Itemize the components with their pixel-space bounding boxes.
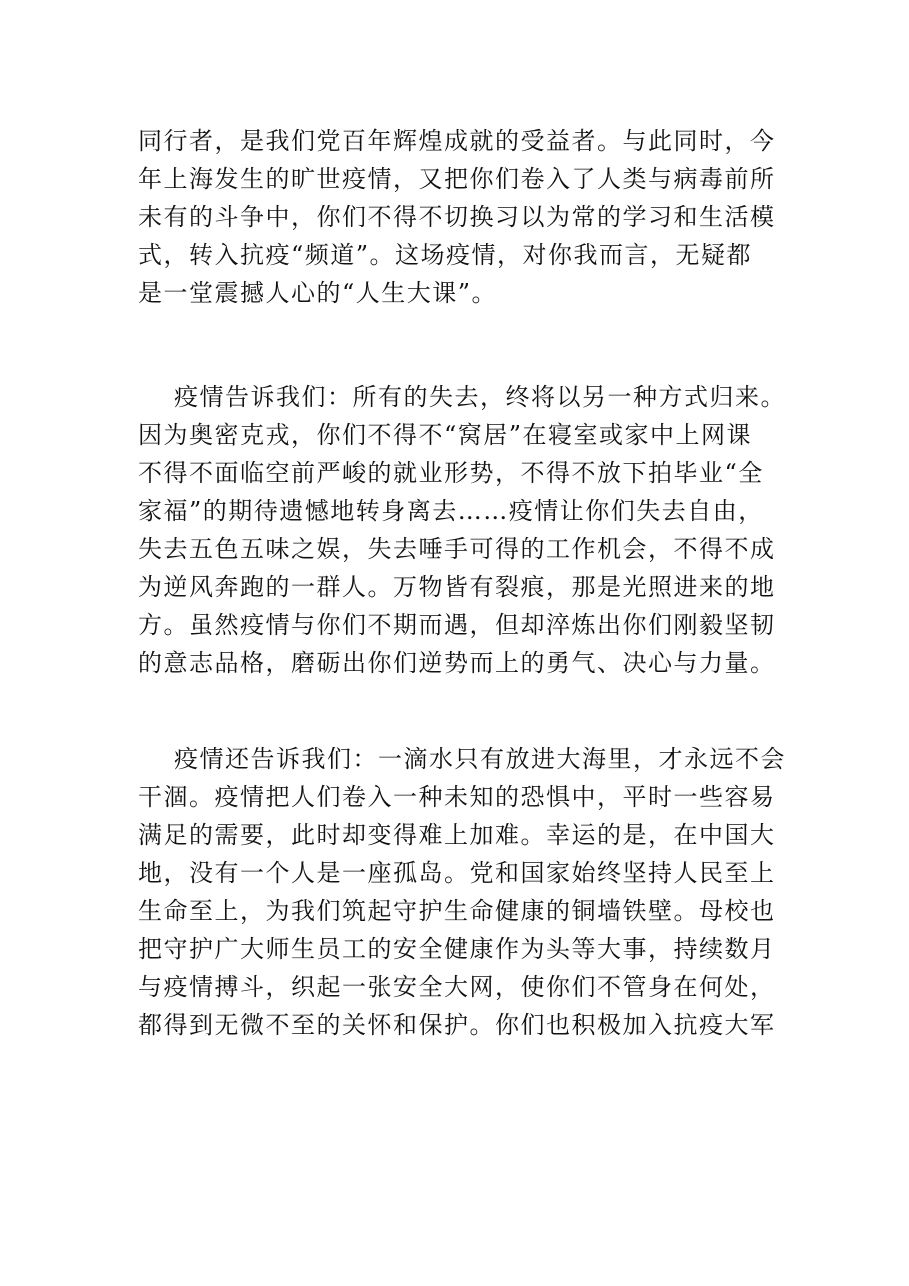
text-line: 因为奥密克戎，你们不得不“窝居”在寝室或家中上网课: [138, 421, 753, 449]
text-line: 的意志品格，磨砺出你们逆势而上的勇气、决心与力量。: [138, 649, 776, 677]
text-line: 未有的斗争中，你们不得不切换习以为常的学习和生活模: [138, 203, 776, 231]
text-line: 同行者，是我们党百年辉煌成就的受益者。与此同时，今: [138, 127, 776, 155]
text-line: 年上海发生的旷世疫情，又把你们卷入了人类与病毒前所: [138, 165, 776, 193]
text-line: 地，没有一个人是一座孤岛。党和国家始终坚持人民至上: [138, 859, 776, 887]
text-line: 干涸。疫情把人们卷入一种未知的恐惧中，平时一些容易: [138, 783, 776, 811]
text-line: 不得不面临空前严峻的就业形势，不得不放下拍毕业“全: [138, 459, 764, 487]
text-line: 是一堂震撼人心的“人生大课”。: [138, 279, 498, 307]
text-line: 疫情还告诉我们：一滴水只有放进大海里，才永远不会: [174, 745, 786, 773]
text-line: 失去五色五味之娱，失去唾手可得的工作机会，不得不成: [138, 535, 776, 563]
paragraph-1: [138, 122, 778, 312]
text-line: 方。虽然疫情与你们不期而遇，但却淬炼出你们刚毅坚韧: [138, 611, 776, 639]
text-line: 满足的需要，此时却变得难上加难。幸运的是，在中国大: [138, 821, 776, 849]
text-line: 式，转入抗疫“频道”。这场疫情，对你我而言，无疑都: [138, 241, 753, 269]
text-line: 疫情告诉我们：所有的失去，终将以另一种方式归来。: [174, 383, 786, 411]
text-line: 家福”的期待遗憾地转身离去……疫情让你们失去自由，: [138, 497, 764, 525]
text-line: 与疫情搏斗，织起一张安全大网，使你们不管身在何处，: [138, 973, 776, 1001]
text-line: 为逆风奔跑的一群人。万物皆有裂痕，那是光照进来的地: [138, 573, 776, 601]
text-line: 生命至上，为我们筑起守护生命健康的铜墙铁壁。母校也: [138, 897, 776, 925]
text-line: 把守护广大师生员工的安全健康作为头等大事，持续数月: [138, 935, 776, 963]
paragraph-2: [138, 378, 786, 682]
paragraph-3: [138, 740, 786, 1044]
text-line: 都得到无微不至的关怀和保护。你们也积极加入抗疫大军: [138, 1011, 776, 1039]
